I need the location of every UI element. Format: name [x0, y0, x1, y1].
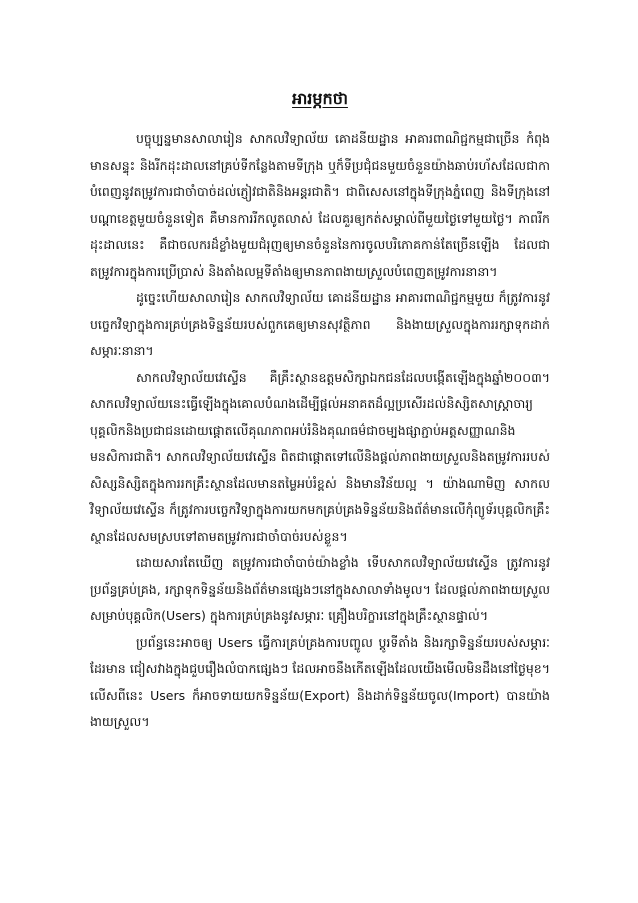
paragraph-3: សាកលវិទ្យាល័យវេស្ទើន គឺគ្រឹះស្ថានឧត្តមសិក្សាឯកជនដែលបង្កើតឡើងក្នុងឆ្នាំ២០០៣។ សាកលវិទ្យាល័យនេះធ្វើឡើងក្នុងគោលបំណងដើម្បីផ្តល់អនាគតដ៏ល្អប្រសើរដល់និស្សិតសាស្រ្តាចារ្យ បុគ្គលិកនិងប្រជាជនដោយផ្តោតលើគុណភាពអប់រំនិងគុណធម៌ជាចម្បងផ្សាភ្ជាប់អត្តសញ្ញាណនិងមនសិការជាតិ។ សាកលវិទ្យាល័យវេស្ទើន ពិតជាផ្តោតទៅលើនិងផ្តល់ភាពងាយស្រួលនិងតម្រូវការរបស់សិស្សនិស្សិតក្នុងការរកគ្រឹះស្ថានដែលមានតម្លៃអប់រំខ្ពស់ និងមានវិន័យល្អ ។ យ៉ាងណាមិញ សាកលវិទ្យាល័យវេស្ទើន ក៏ត្រូវការបច្ចេកវិទ្យាក្នុងការយកមកគ្រប់គ្រងទិន្នន័យនិងព័ត៌មានលើកុំព្យូទ័របុគ្គលិកគ្រឹះស្ថានដែលសមស្របទៅតាមតម្រូវការជាចាំបាច់របស់ខ្លួន។	[90, 369, 550, 544]
document-page	[90, 88, 550, 736]
paragraph-4: ដោយសារតែឃើញ តម្រូវការជាចាំបាច់យ៉ាងខ្លាំង ទើបសាកលវិទ្យាល័យវេស្ទើន ត្រូវការនូវប្រព័ន្ធគ្រប់គ្រង, រក្សាទុកទិន្នន័យនិងព័ត៌មានផ្សេងៗនៅក្នុងសាលាទាំងមូល។ ដែលផ្តល់ភាពងាយស្រួលសម្រាប់បុគ្គលិក(Users) ក្នុងការគ្រប់គ្រងនូវសម្ភារៈ គ្រឿងបរិក្ខារនៅក្នុងគ្រឹះស្ថានផ្ទាល់។	[90, 555, 550, 623]
paragraph-1: បច្ចុប្បន្នមានសាលារៀន សាកលវិទ្យាល័យ គោដនីយដ្ឋាន អាគារពាណិជ្ជកម្មជាច្រើន កំពុងមានសន្ទុះ និងរីកដុះដាលនៅគ្រប់ទីកន្លែងតាមទីក្រុង ឬក៏ទីប្រជុំជនមួយចំនួនយ៉ាងឆាប់រហ័សដែលជាកាបំពេញនូវតម្រូវការជាចាំបាច់ដល់ភ្ញៀវជាតិនិងអន្តរជាតិ។ ជាពិសេសនៅក្នុងទីក្រុងភ្នំពេញ និងទីក្រុងនៅបណ្តាខេត្តមួយចំនួនទៀត គឺមានការរីកលូតលាស់ ដែលគួរឲ្យកត់សម្គាល់ពីមួយថ្ងៃទៅមួយថ្ងៃ។ ភាពរីកដុះដាលនេះ គឺជាចលករដ៏ខ្លាំងមួយជំរុញឲ្យមានចំនួននៃការចូលបរិភោគកាន់តែច្រើនឡើង ដែលជាតម្រូវការក្នុងការប្រើប្រាស់ និងតាំងលម្អទីតាំងឲ្យមានភាពងាយស្រួលបំពេញតម្រូវការនានា។	[90, 131, 550, 279]
document-title: អារម្ភកថា	[292, 89, 348, 108]
paragraph-2: ដូច្នេះហើយសាលារៀន សាកលវិទ្យាល័យ គោដនីយដ្ឋាន អាគារពាណិជ្ជកម្មមួយ ក៏ត្រូវការនូវបច្ចេកវិទ្យាក្នុងការគ្រប់គ្រងទិន្នន័យរបស់ពួកគេឲ្យមានសុវត្ថិភាព និងងាយស្រួលក្នុងការរក្សាទុកដាក់សម្ភារៈនានា។	[90, 290, 550, 358]
paragraph-5: ប្រព័ន្ធនេះអាចឲ្យ Users ធ្វើការគ្រប់គ្រងការបញ្ចូល ប្តូរទីតាំង និងរក្សាទិន្នន័យរបស់សម្ភារៈដែរមាន ជៀសវាងក្នុងជួបរឿងលំបាកផ្សេងៗ ដែលអាចនឹងកើតឡើងដែលយើងមើលមិនដឹងនៅថ្ងៃមុខ។ លើសពីនេះ Users ក៏អាចទាយយកទិន្នន័យ(Export) និងដាក់ទិន្នន័យចូល(Import) បានយ៉ាងងាយស្រួល។	[90, 634, 550, 729]
